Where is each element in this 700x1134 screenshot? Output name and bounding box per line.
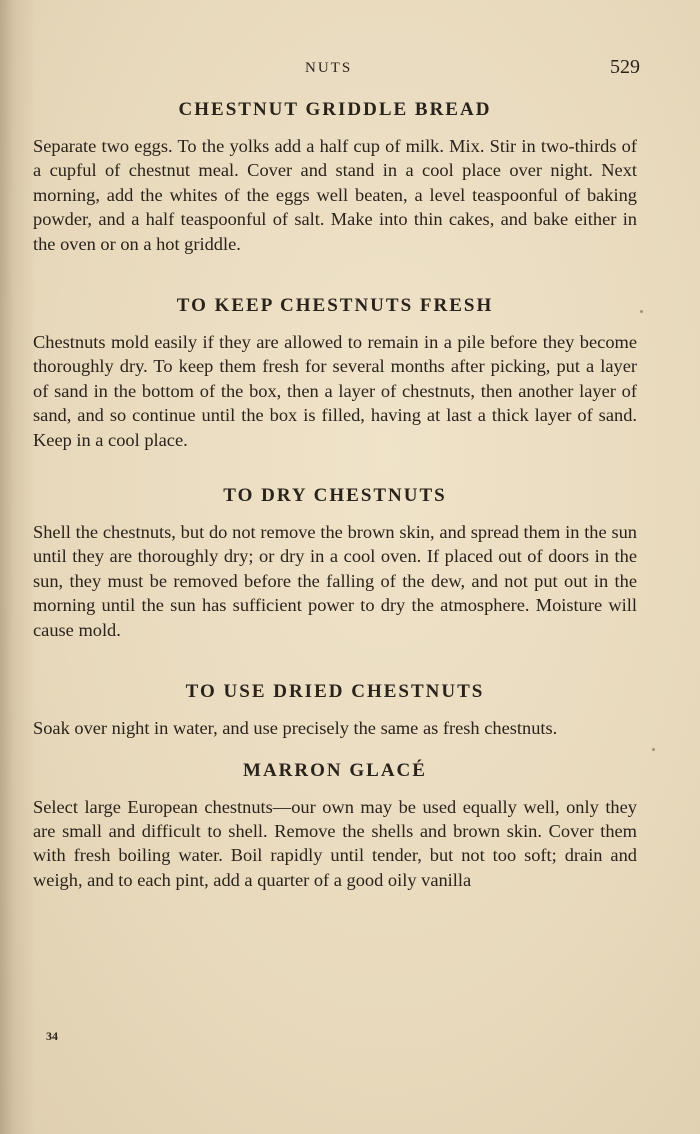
recipe-title: TO USE DRIED CHESTNUTS: [185, 681, 485, 703]
recipe-title: MARRON GLACÉ: [243, 759, 427, 781]
recipe-keep-chestnuts-fresh: [33, 292, 637, 452]
recipe-title: CHESTNUT GRIDDLE BREAD: [178, 99, 492, 120]
recipe-title: TO DRY CHESTNUTS: [223, 485, 447, 507]
running-header: [0, 56, 700, 80]
page-content: [33, 96, 637, 892]
recipe-body: Select large European chestnuts—our own may be used equally well, only they are small and difficult to shell. Remove the shells and brown skin. Cover them with fresh boiling water. Boil rapidly until tender, but not too soft; drain and weigh, and to each pint, add a quarter of a good oily vanilla: [33, 796, 637, 890]
recipe-body: Shell the chestnuts, but do not remove the brown skin, and spread them in the sun until they are thoroughly dry; or dry in a cool oven. If placed out of doors in the sun, they must be removed before the falling of the dew, and not put out in the morning until the sun has sufficient power to dry the atmosphere. Moisture will cause mold.: [33, 522, 637, 640]
recipe-dry-chestnuts: [33, 482, 637, 642]
recipe-chestnut-griddle-bread: [33, 96, 637, 256]
page-number: 529: [610, 56, 640, 78]
signature-mark: 34: [46, 1029, 58, 1043]
recipe-title: TO KEEP CHESTNUTS FRESH: [176, 295, 494, 317]
running-title: NUTS: [305, 60, 353, 76]
recipe-marron-glace: [33, 757, 637, 893]
recipe-body: Soak over night in water, and use precisely the same as fresh chestnuts.: [33, 718, 558, 739]
recipe-body: Chestnuts mold easily if they are allowed to remain in a pile before they become thoroughly dry. To keep them fresh for several months after picking, put a layer of sand in the bottom of the box, then a layer of chestnuts, then another layer of sand, and so continue until the box is filled, having at last a thick layer of sand. Keep in a cool place.: [33, 332, 637, 450]
paper-speck: [640, 310, 643, 313]
paper-speck: [652, 748, 655, 751]
recipe-body: Separate two eggs. To the yolks add a half cup of milk. Mix. Stir in two-thirds of a cupful of chestnut meal. Cover and stand in a cool place over night. Next morning, add the whites of the eggs well beaten, a level teaspoonful of baking powder, and a half teaspoonful of salt. Make into thin cakes, and bake either in the oven or on a hot griddle.: [33, 136, 637, 254]
recipe-use-dried-chestnuts: [33, 678, 637, 740]
